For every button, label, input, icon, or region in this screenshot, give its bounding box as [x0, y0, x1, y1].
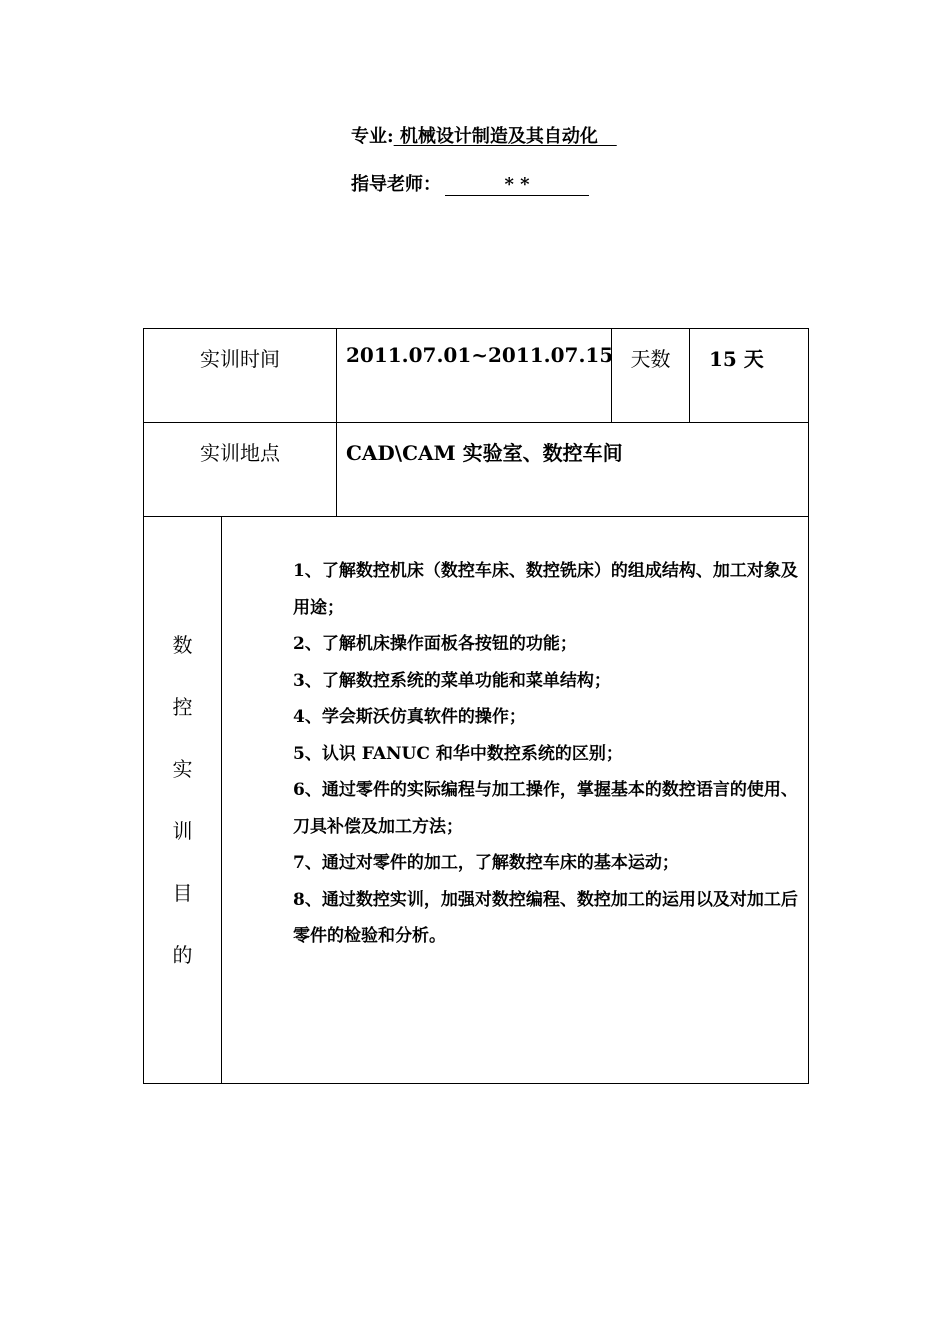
goal-item: 1、了解数控机床（数控车床、数控铣床）的组成结构、加工对象及用途； — [293, 561, 798, 618]
place-value: CAD\CAM 实验室、数控车间 — [337, 423, 809, 517]
teacher-label: 指导老师： — [351, 174, 441, 195]
goal-item: 8、通过数控实训，加强对数控编程、数控加工的运用以及对加工后零件的检验和分析。 — [293, 889, 798, 946]
purpose-goals — [222, 517, 809, 1084]
purpose-label-char: 训 — [172, 819, 193, 843]
days-label: 天数 — [612, 329, 690, 423]
goal-item: 6、通过零件的实际编程与加工操作，掌握基本的数控语言的使用、刀具补偿及加工方法； — [293, 780, 798, 837]
purpose-label-char: 的 — [172, 943, 193, 967]
purpose-label-char: 目 — [172, 881, 193, 905]
goal-item: 5、认识 FANUC 和华中数控系统的区别； — [293, 743, 623, 764]
time-label: 实训时间 — [144, 329, 337, 423]
goal-item: 4、学会斯沃仿真软件的操作； — [293, 707, 526, 727]
major-value: 机械设计制造及其自动化 — [393, 126, 617, 147]
major-line — [351, 125, 617, 149]
row-training-place — [144, 423, 809, 517]
place-label: 实训地点 — [144, 423, 337, 517]
teacher-value: * * — [445, 175, 589, 196]
purpose-label-char: 实 — [172, 757, 193, 781]
goal-item: 2、了解机床操作面板各按钮的功能； — [293, 634, 577, 654]
goal-item: 3、了解数控系统的菜单功能和菜单结构； — [293, 670, 611, 691]
purpose-label — [144, 517, 222, 1084]
days-value: 15 天 — [690, 329, 809, 423]
teacher-line — [351, 173, 589, 197]
row-training-purpose — [144, 517, 809, 1084]
goal-item: 7、通过对零件的加工，了解数控车床的基本运动； — [293, 853, 679, 873]
training-info-table — [143, 328, 809, 1084]
purpose-label-char: 控 — [172, 695, 193, 719]
time-value: 2011.07.01~2011.07.15 — [337, 329, 612, 423]
major-label: 专业: — [351, 126, 394, 147]
purpose-label-char: 数 — [172, 633, 193, 657]
row-training-time — [144, 329, 809, 423]
